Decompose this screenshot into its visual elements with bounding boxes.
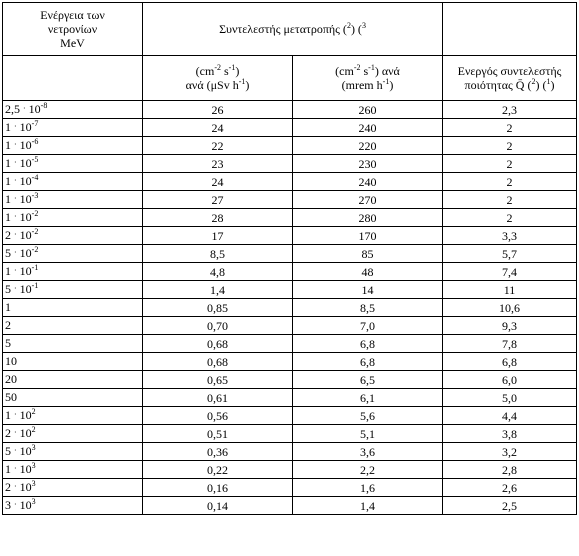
energy-cell [3, 227, 143, 245]
energy-cell [3, 443, 143, 461]
energy-base: 10 [19, 173, 32, 188]
quality-factor-cell: 7,4 [443, 263, 577, 281]
energy-mantissa: 1 [5, 173, 11, 188]
energy-exponent: -7 [31, 118, 39, 128]
energy-mantissa: 1 [5, 299, 11, 314]
energy-mantissa: 1 [5, 137, 11, 152]
document-page [2, 2, 577, 515]
energy-header-line2: νετρονίων [47, 22, 98, 36]
quality-factor-cell: 2 [443, 155, 577, 173]
energy-mantissa: 5 [5, 443, 11, 458]
energy-base: 10 [19, 461, 32, 476]
energy-base: 10 [28, 101, 41, 116]
energy-cell [3, 299, 143, 317]
mrem-value-cell: 85 [293, 245, 443, 263]
blank-header-cell [443, 3, 577, 56]
table-row [3, 479, 577, 497]
quality-factor-cell: 2 [443, 209, 577, 227]
mrem-value-cell: 48 [293, 263, 443, 281]
header-row-1 [3, 3, 577, 56]
usv-value-cell: 0,51 [143, 425, 293, 443]
table-row [3, 155, 577, 173]
table-row [3, 119, 577, 137]
energy-base: 10 [19, 497, 32, 512]
table-row [3, 101, 577, 119]
usv-value-cell: 0,56 [143, 407, 293, 425]
table-row [3, 173, 577, 191]
mrem-value-cell: 220 [293, 137, 443, 155]
table-row [3, 371, 577, 389]
quality-factor-cell: 2,3 [443, 101, 577, 119]
energy-base: 10 [19, 425, 32, 440]
energy-cell [3, 353, 143, 371]
energy-base: 10 [19, 155, 32, 170]
quality-factor-header: Ενεργός συντελεστής ποιότητας Q̄ ($^2$) ($^1$) [443, 56, 577, 101]
energy-cell [3, 389, 143, 407]
quality-factor-cell: 3,8 [443, 425, 577, 443]
usv-value-cell: 24 [143, 173, 293, 191]
multiply-dot: · [14, 247, 17, 257]
energy-header-cell [3, 3, 143, 56]
usv-value-cell: 22 [143, 137, 293, 155]
multiply-dot: · [14, 175, 17, 185]
table-row [3, 461, 577, 479]
mrem-value-cell: 1,6 [293, 479, 443, 497]
table-row [3, 497, 577, 515]
mrem-value-cell: 14 [293, 281, 443, 299]
mrem-value-cell: 8,5 [293, 299, 443, 317]
energy-cell [3, 497, 143, 515]
usv-value-cell: 4,8 [143, 263, 293, 281]
energy-exponent: -5 [31, 154, 39, 164]
usv-value-cell: 0,85 [143, 299, 293, 317]
neutron-conversion-table [2, 2, 577, 515]
energy-mantissa: 5 [5, 335, 11, 350]
energy-cell [3, 335, 143, 353]
mrem-value-cell: 3,6 [293, 443, 443, 461]
energy-exponent: 3 [31, 442, 36, 452]
multiply-dot: · [14, 481, 17, 491]
energy-mantissa: 1 [5, 155, 11, 170]
energy-mantissa: 3 [5, 497, 11, 512]
energy-mantissa: 1 [5, 209, 11, 224]
energy-base: 10 [19, 281, 32, 296]
multiply-dot: · [14, 499, 17, 509]
energy-base: 10 [19, 119, 32, 134]
usv-value-cell: 0,16 [143, 479, 293, 497]
energy-exponent: -2 [31, 208, 39, 218]
quality-factor-cell: 7,8 [443, 335, 577, 353]
energy-exponent: -3 [31, 190, 39, 200]
usv-value-cell: 0,14 [143, 497, 293, 515]
energy-mantissa: 1 [5, 119, 11, 134]
multiply-dot: · [14, 157, 17, 167]
energy-mantissa: 1 [5, 407, 11, 422]
mrem-value-cell: 5,6 [293, 407, 443, 425]
table-row [3, 299, 577, 317]
energy-base: 10 [19, 263, 32, 278]
table-row [3, 317, 577, 335]
quality-factor-cell: 2 [443, 191, 577, 209]
mrem-value-cell: 230 [293, 155, 443, 173]
mrem-value-cell: 260 [293, 101, 443, 119]
table-row [3, 191, 577, 209]
mrem-value-cell: 6,8 [293, 353, 443, 371]
quality-factor-cell: 3,2 [443, 443, 577, 461]
table-row [3, 263, 577, 281]
energy-header-line1: Ενέργεια των [40, 8, 105, 22]
energy-mantissa: 5 [5, 281, 11, 296]
energy-base: 10 [19, 191, 32, 206]
usv-value-cell: 0,65 [143, 371, 293, 389]
quality-factor-cell: 6,8 [443, 353, 577, 371]
quality-factor-cell: 5,7 [443, 245, 577, 263]
quality-factor-cell: 2 [443, 119, 577, 137]
energy-exponent: -1 [31, 262, 39, 272]
header-row-2 [3, 56, 577, 101]
energy-cell [3, 317, 143, 335]
usv-value-cell: 23 [143, 155, 293, 173]
usv-value-cell: 26 [143, 101, 293, 119]
energy-cell [3, 173, 143, 191]
usv-value-cell: 24 [143, 119, 293, 137]
energy-exponent: 3 [31, 496, 36, 506]
energy-mantissa: 2 [5, 479, 11, 494]
energy-mantissa: 2 [5, 317, 11, 332]
mrem-value-cell: 280 [293, 209, 443, 227]
energy-cell [3, 263, 143, 281]
energy-cell [3, 281, 143, 299]
conversion-ref-mid: ) ( [350, 22, 362, 36]
energy-base: 10 [19, 407, 32, 422]
energy-cell [3, 371, 143, 389]
table-row [3, 389, 577, 407]
quality-factor-cell: 2 [443, 173, 577, 191]
energy-mantissa: 20 [5, 371, 17, 386]
multiply-dot: · [14, 229, 17, 239]
conversion-title: Συντελεστής μετατροπής ( [219, 22, 347, 36]
usv-value-cell: 17 [143, 227, 293, 245]
energy-cell [3, 425, 143, 443]
quality-factor-cell: 2,6 [443, 479, 577, 497]
energy-exponent: -4 [31, 172, 39, 182]
table-row [3, 245, 577, 263]
table-row [3, 407, 577, 425]
mrem-value-cell: 2,2 [293, 461, 443, 479]
energy-mantissa: 5 [5, 245, 11, 260]
table-row [3, 353, 577, 371]
mrem-unit-header: ($cm^{-2}$ $s^{-1}$) ανά (mrem $h^{-1}$) [293, 56, 443, 101]
mrem-value-cell: 240 [293, 173, 443, 191]
quality-factor-cell: 11 [443, 281, 577, 299]
quality-factor-cell: 4,4 [443, 407, 577, 425]
table-row [3, 227, 577, 245]
usv-value-cell: 0,36 [143, 443, 293, 461]
table-row [3, 425, 577, 443]
energy-base: 10 [19, 479, 32, 494]
mrem-value-cell: 5,1 [293, 425, 443, 443]
multiply-dot: · [14, 445, 17, 455]
energy-cell [3, 155, 143, 173]
blank-energy-subheader [3, 56, 143, 101]
energy-cell [3, 479, 143, 497]
table-row [3, 443, 577, 461]
multiply-dot: · [14, 265, 17, 275]
mrem-value-cell: 6,8 [293, 335, 443, 353]
energy-exponent: 3 [31, 478, 36, 488]
energy-mantissa: 2,5 [5, 101, 20, 116]
energy-cell [3, 101, 143, 119]
energy-base: 10 [19, 443, 32, 458]
energy-cell [3, 245, 143, 263]
mrem-value-cell: 1,4 [293, 497, 443, 515]
mrem-value-cell: 270 [293, 191, 443, 209]
energy-exponent: -2 [31, 226, 39, 236]
energy-cell [3, 119, 143, 137]
mrem-value-cell: 240 [293, 119, 443, 137]
table-body [3, 3, 577, 515]
quality-factor-cell: 2,8 [443, 461, 577, 479]
mrem-value-cell: 170 [293, 227, 443, 245]
multiply-dot: · [23, 103, 26, 113]
energy-cell [3, 137, 143, 155]
quality-factor-cell: 9,3 [443, 317, 577, 335]
quality-factor-cell: 2 [443, 137, 577, 155]
energy-mantissa: 10 [5, 353, 17, 368]
energy-exponent: -2 [31, 244, 39, 254]
energy-mantissa: 2 [5, 425, 11, 440]
energy-cell [3, 407, 143, 425]
energy-exponent: -6 [31, 136, 39, 146]
energy-mantissa: 2 [5, 227, 11, 242]
usv-value-cell: 0,68 [143, 353, 293, 371]
usv-value-cell: 28 [143, 209, 293, 227]
mrem-value-cell: 6,1 [293, 389, 443, 407]
usv-value-cell: 0,70 [143, 317, 293, 335]
usv-value-cell: 0,61 [143, 389, 293, 407]
usv-value-cell: 1,4 [143, 281, 293, 299]
multiply-dot: · [14, 121, 17, 131]
energy-exponent: -8 [40, 100, 48, 110]
table-row [3, 281, 577, 299]
energy-exponent: 2 [31, 406, 36, 416]
multiply-dot: · [14, 193, 17, 203]
mrem-value-cell: 7,0 [293, 317, 443, 335]
energy-exponent: 3 [31, 460, 36, 470]
multiply-dot: · [14, 409, 17, 419]
conversion-ref-b: 3 [361, 21, 366, 30]
energy-base: 10 [19, 137, 32, 152]
table-row [3, 335, 577, 353]
conversion-header-cell [143, 3, 443, 56]
energy-mantissa: 50 [5, 389, 17, 404]
usv-value-cell: 8,5 [143, 245, 293, 263]
usv-value-cell: 0,22 [143, 461, 293, 479]
energy-mantissa: 1 [5, 461, 11, 476]
usv-unit-header: ($cm^{-2}$ $s^{-1}$) ανά (μSv $h^{-1}$) [143, 56, 293, 101]
quality-factor-cell: 6,0 [443, 371, 577, 389]
energy-base: 10 [19, 227, 32, 242]
energy-mantissa: 1 [5, 263, 11, 278]
table-row [3, 137, 577, 155]
energy-header-line3: MeV [60, 36, 85, 50]
conversion-ref-a: 2 [346, 21, 351, 30]
usv-value-cell: 0,68 [143, 335, 293, 353]
multiply-dot: · [14, 139, 17, 149]
energy-base: 10 [19, 245, 32, 260]
quality-factor-cell: 10,6 [443, 299, 577, 317]
table-row [3, 209, 577, 227]
usv-value-cell: 27 [143, 191, 293, 209]
quality-factor-cell: 2,5 [443, 497, 577, 515]
multiply-dot: · [14, 283, 17, 293]
energy-cell [3, 461, 143, 479]
energy-cell [3, 209, 143, 227]
multiply-dot: · [14, 463, 17, 473]
quality-factor-cell: 5,0 [443, 389, 577, 407]
energy-mantissa: 1 [5, 191, 11, 206]
energy-cell [3, 191, 143, 209]
energy-exponent: 2 [31, 424, 36, 434]
mrem-value-cell: 6,5 [293, 371, 443, 389]
multiply-dot: · [14, 211, 17, 221]
quality-factor-cell: 3,3 [443, 227, 577, 245]
multiply-dot: · [14, 427, 17, 437]
energy-exponent: -1 [31, 280, 39, 290]
energy-base: 10 [19, 209, 32, 224]
